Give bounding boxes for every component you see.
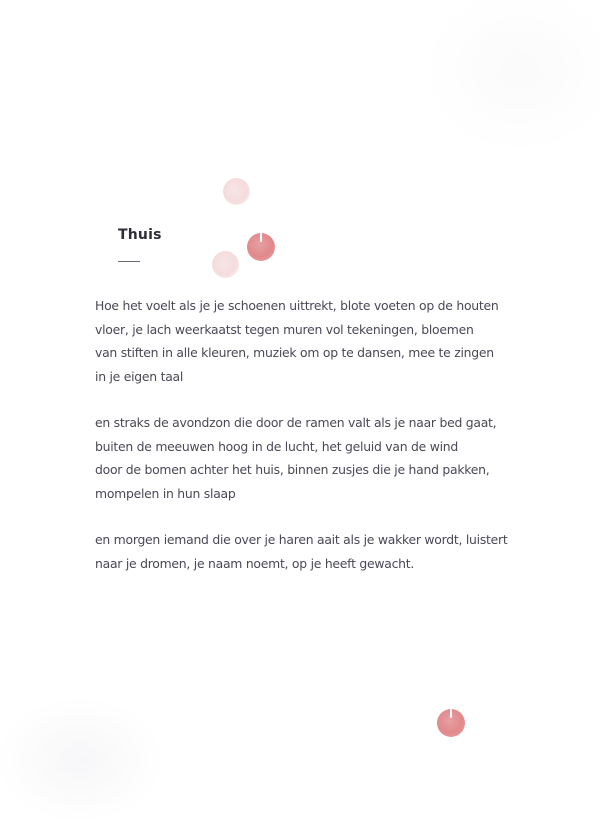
poem-body <box>95 294 565 598</box>
stanza-3 <box>95 528 565 575</box>
poem-title: Thuis <box>118 227 162 243</box>
poem-line: vloer, je lach weerkaatst tegen muren vol tekeningen, bloemen <box>95 321 474 337</box>
poem-line: in je eigen taal <box>95 368 184 384</box>
poem-line: en straks de avondzon die door de ramen valt als je naar bed gaat, <box>95 415 497 430</box>
poem-line: buiten de meeuwen hoog in de lucht, het geluid van de wind <box>95 438 458 454</box>
poem-line: naar je dromen, je naam noemt, op je heeft gewacht. <box>95 555 415 571</box>
pale-pink-dot-decoration <box>212 251 239 278</box>
pale-pink-dot-decoration <box>223 178 250 205</box>
poem-line: en morgen iemand die over je haren aait als je wakker wordt, luistert <box>95 532 508 547</box>
stanza-1 <box>95 294 565 388</box>
pink-dot-decoration <box>437 709 465 737</box>
poem-line: Hoe het voelt als je je schoenen uittrekt, blote voeten op de houten <box>95 298 499 313</box>
stanza-2 <box>95 411 565 505</box>
poem-line: mompelen in hun slaap <box>95 485 236 501</box>
pink-dot-decoration <box>247 233 275 261</box>
title-divider <box>118 261 140 262</box>
poem-line: van stiften in alle kleuren, muziek om op te dansen, mee te zingen <box>95 345 494 360</box>
poem-line: door de bomen achter het huis, binnen zusjes die je hand pakken, <box>95 462 490 477</box>
